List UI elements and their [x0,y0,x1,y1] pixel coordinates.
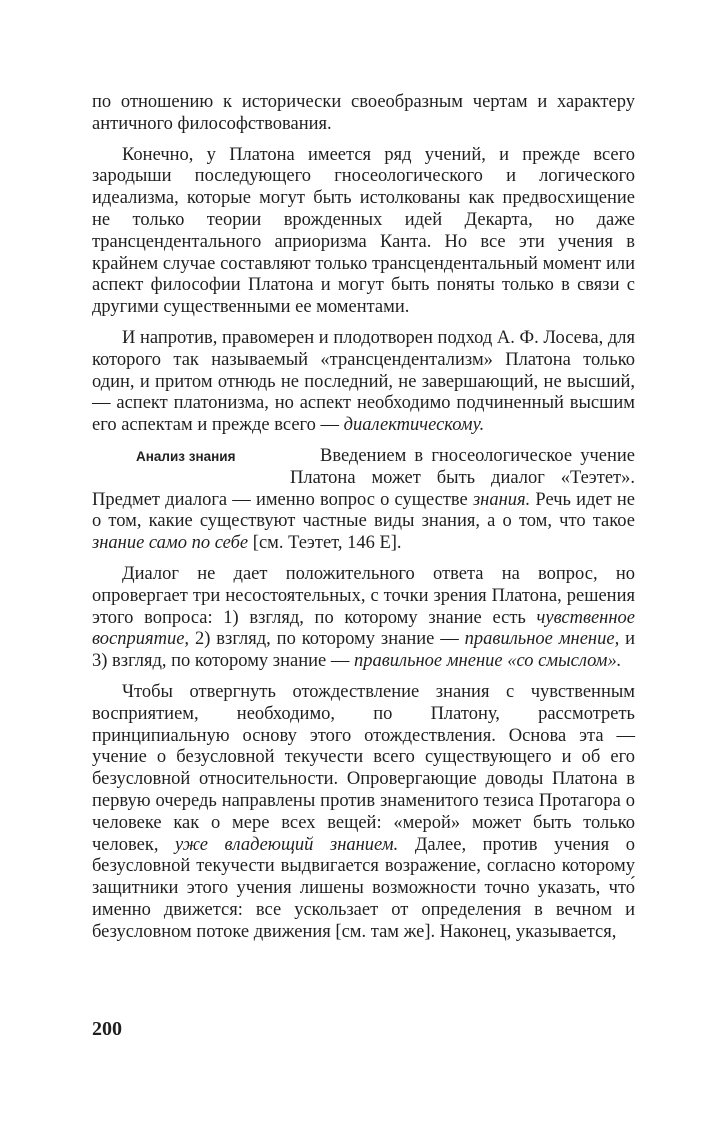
paragraph-4-text-1: Введением в гносеологическое учение Платона может быть диалог «Теэтет». Предмет диалога — именно вопрос о существе [92,445,635,510]
paragraph-3 [92,328,635,437]
paragraph-3-emphasis: диалектическому. [343,415,485,436]
paragraph-5 [92,564,635,673]
paragraph-6 [92,682,635,944]
paragraph-4 [92,446,635,555]
paragraph-5-emphasis-3: правильное мнение «со смыслом». [353,651,622,672]
paragraph-4-emphasis-1: знания. [472,489,531,510]
paragraph-4-text-3: [см. Теэтет, 146 E]. [252,533,402,554]
paragraph-4-text-2: Речь идет не о том, какие существуют частные виды знания, а о том, что такое [92,489,636,532]
paragraph-6-text-1: Чтобы отвергнуть отождествление знания с чувственным восприятием, необходимо, по Платону, рассмотреть принципиальную основу этого отождествления. Основа эта — учение о безусловной текучести всего существующего и об его безусловной относительности. Опровергающие доводы Платона в первую очередь направлены против знаменитого тезиса Протагора о человеке как о мере всех вещей: «мерой» может быть только человек, [92,681,635,855]
page-body [92,92,635,943]
page-number: 200 [92,1018,122,1040]
paragraph-3-text: И напротив, правомерен и плодотворен подход А. Ф. Лосева, для которого так называемый «трансцендентализм» Платона только один, и притом отнюдь не последний, не завершающий, не высший,— аспект платонизма, но аспект необходимо подчиненный высшим его аспектам и прежде всего — [92,327,635,436]
paragraph-2-text: Конечно, у Платона имеется ряд учений, и прежде всего зародыши последующего гносеологического и логического идеализма, которые могут быть истолкованы как предвосхищение не только теории врожденных идей Декарта, но даже трансцендентального априоризма Канта. Но все эти учения в крайнем случае составляют только трансцендентальный момент или аспект философии Платона и могут быть поняты только в связи с другими существенными ее моментами. [92,144,635,318]
paragraph-5-text-2: 2) взгляд, по которому знание — [194,629,459,650]
side-heading: Анализ знания [136,448,236,464]
paragraph-6-emphasis-1: уже владеющий знанием. [175,834,399,855]
paragraph-5-emphasis-2: правильное мнение, [464,629,620,650]
paragraph-5-text-1: Диалог не дает положительного ответа на вопрос, но опровергает три несостоятельных, с точки зрения Платона, решения этого вопроса: 1) взгляд, по которому знание есть [92,563,635,628]
paragraph-5-text-3: и 3) взгляд, по которому знание — [92,629,636,672]
paragraph-4-emphasis-2: знание само по себе [92,533,249,554]
paragraph-6-text-2: Далее, против учения о безусловной текучести выдвигается возражение, согласно которому защитники этого учения лишены возможности точно указать, что́ именно движется: все ускользает от определения в вечном и безусловном потоке движения [см. там же]. Наконец, указывается, [92,834,636,942]
paragraph-1-text: по отношению к исторически своеобразным чертам и характеру античного философствования. [92,92,635,134]
paragraph-2 [92,145,635,319]
paragraph-1 [92,92,635,136]
paragraph-5-emphasis-1: чувственное восприятие, [92,607,635,650]
